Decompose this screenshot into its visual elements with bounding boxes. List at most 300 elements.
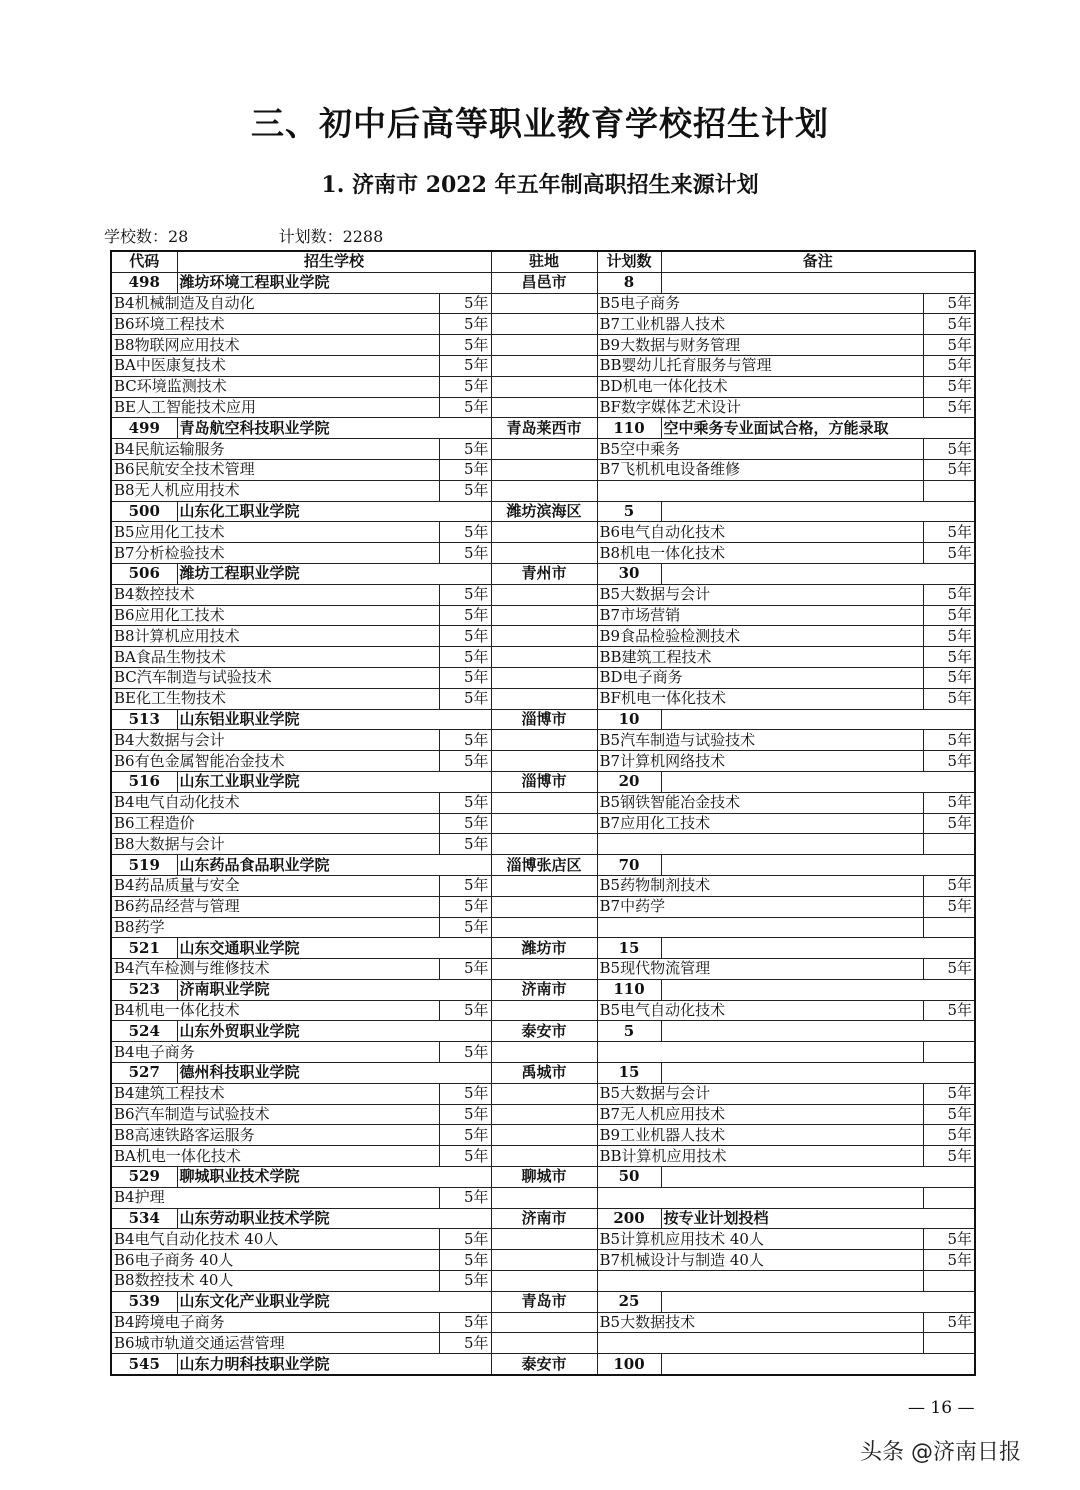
major-years-right: 5年 xyxy=(923,543,975,564)
major-name-left: B8物联网应用技术 xyxy=(111,335,439,356)
major-name-right: B7计算机网络技术 xyxy=(597,751,923,772)
school-note xyxy=(661,709,975,730)
major-name-left: B6环境工程技术 xyxy=(111,314,439,335)
major-row xyxy=(111,584,975,605)
plan-number: 8 xyxy=(597,272,661,293)
major-years-right: 5年 xyxy=(923,1125,975,1146)
school-code: 539 xyxy=(111,1291,177,1312)
school-code: 534 xyxy=(111,1208,177,1229)
major-years-right: 5年 xyxy=(923,813,975,834)
major-name-right: BD机电一体化技术 xyxy=(597,376,923,397)
school-note xyxy=(661,563,975,584)
major-name-left: BA机电一体化技术 xyxy=(111,1146,439,1167)
major-name-right: B5钢铁智能冶金技术 xyxy=(597,792,923,813)
empty-cell xyxy=(491,751,597,772)
major-name-left: B5应用化工技术 xyxy=(111,522,439,543)
school-note xyxy=(661,1021,975,1042)
major-name-right: B9工业机器人技术 xyxy=(597,1125,923,1146)
school-note xyxy=(661,855,975,876)
plan-number: 10 xyxy=(597,709,661,730)
major-years-left: 5年 xyxy=(439,667,491,688)
school-code: 498 xyxy=(111,272,177,293)
empty-cell xyxy=(491,896,597,917)
school-row xyxy=(111,272,975,293)
major-years-left: 5年 xyxy=(439,875,491,896)
empty-cell xyxy=(491,875,597,896)
major-name-left: B6民航安全技术管理 xyxy=(111,459,439,480)
major-years-left: 5年 xyxy=(439,813,491,834)
school-row xyxy=(111,1291,975,1312)
major-name-right xyxy=(597,480,923,501)
major-years-left: 5年 xyxy=(439,1042,491,1063)
major-years-right xyxy=(923,1042,975,1063)
plan-number: 5 xyxy=(597,501,661,522)
school-location: 昌邑市 xyxy=(491,272,597,293)
school-name: 山东铝业职业学院 xyxy=(177,709,491,730)
major-years-right: 5年 xyxy=(923,1104,975,1125)
major-name-right: B5电子商务 xyxy=(597,293,923,314)
major-name-left: BA食品生物技术 xyxy=(111,647,439,668)
major-years-left: 5年 xyxy=(439,626,491,647)
empty-cell xyxy=(491,293,597,314)
empty-cell xyxy=(491,1333,597,1354)
school-location: 淄博市 xyxy=(491,771,597,792)
major-name-left: BE人工智能技术应用 xyxy=(111,397,439,418)
school-row xyxy=(111,1167,975,1188)
major-name-left: B4护理 xyxy=(111,1187,439,1208)
major-years-right: 5年 xyxy=(923,459,975,480)
major-name-right: B5大数据技术 xyxy=(597,1312,923,1333)
major-row xyxy=(111,959,975,980)
major-name-right: B7机械设计与制造 40人 xyxy=(597,1250,923,1271)
major-years-left: 5年 xyxy=(439,459,491,480)
major-years-left: 5年 xyxy=(439,355,491,376)
major-row xyxy=(111,1229,975,1250)
empty-cell xyxy=(491,584,597,605)
major-years-right xyxy=(923,834,975,855)
major-row xyxy=(111,730,975,751)
empty-cell xyxy=(491,1229,597,1250)
empty-cell xyxy=(491,688,597,709)
major-years-left: 5年 xyxy=(439,584,491,605)
major-name-left: B4机电一体化技术 xyxy=(111,1000,439,1021)
major-years-right: 5年 xyxy=(923,584,975,605)
major-name-left: B6应用化工技术 xyxy=(111,605,439,626)
major-row xyxy=(111,605,975,626)
major-name-left: BE化工生物技术 xyxy=(111,688,439,709)
school-location: 潍坊滨海区 xyxy=(491,501,597,522)
school-location: 淄博市 xyxy=(491,709,597,730)
major-years-left: 5年 xyxy=(439,1083,491,1104)
school-code: 523 xyxy=(111,979,177,1000)
major-row xyxy=(111,355,975,376)
major-years-right: 5年 xyxy=(923,626,975,647)
school-row xyxy=(111,855,975,876)
major-row xyxy=(111,626,975,647)
school-name: 青岛航空科技职业学院 xyxy=(177,418,491,439)
empty-cell xyxy=(491,1000,597,1021)
school-code: 516 xyxy=(111,771,177,792)
major-years-right: 5年 xyxy=(923,730,975,751)
school-location: 济南市 xyxy=(491,1208,597,1229)
major-years-left: 5年 xyxy=(439,605,491,626)
school-name: 山东文化产业职业学院 xyxy=(177,1291,491,1312)
school-name: 山东外贸职业学院 xyxy=(177,1021,491,1042)
school-code: 529 xyxy=(111,1167,177,1188)
major-name-right xyxy=(597,834,923,855)
major-years-right: 5年 xyxy=(923,605,975,626)
plan-number: 15 xyxy=(597,1063,661,1084)
major-years-right xyxy=(923,1271,975,1292)
major-years-left: 5年 xyxy=(439,959,491,980)
major-name-right xyxy=(597,1271,923,1292)
major-row xyxy=(111,875,975,896)
major-years-right: 5年 xyxy=(923,1250,975,1271)
school-name: 山东工业职业学院 xyxy=(177,771,491,792)
school-code: 545 xyxy=(111,1354,177,1375)
school-note xyxy=(661,1291,975,1312)
major-years-right: 5年 xyxy=(923,293,975,314)
major-row xyxy=(111,1104,975,1125)
major-row xyxy=(111,667,975,688)
enrollment-table xyxy=(110,250,976,1376)
plan-number: 5 xyxy=(597,1021,661,1042)
major-row xyxy=(111,1083,975,1104)
major-row xyxy=(111,834,975,855)
major-years-right: 5年 xyxy=(923,397,975,418)
major-years-left: 5年 xyxy=(439,1250,491,1271)
major-name-right xyxy=(597,1333,923,1354)
empty-cell xyxy=(491,376,597,397)
major-name-left: B4汽车检测与维修技术 xyxy=(111,959,439,980)
major-row xyxy=(111,522,975,543)
major-row xyxy=(111,1333,975,1354)
plan-number: 200 xyxy=(597,1208,661,1229)
major-name-right: BB建筑工程技术 xyxy=(597,647,923,668)
major-years-right: 5年 xyxy=(923,1000,975,1021)
school-code: 524 xyxy=(111,1021,177,1042)
school-location: 青岛市 xyxy=(491,1291,597,1312)
major-years-left: 5年 xyxy=(439,730,491,751)
major-years-right: 5年 xyxy=(923,896,975,917)
major-years-left: 5年 xyxy=(439,917,491,938)
major-years-left: 5年 xyxy=(439,439,491,460)
source-watermark: 头条 @济南日报 xyxy=(860,1440,1021,1465)
major-name-right: B7无人机应用技术 xyxy=(597,1104,923,1125)
major-name-left: B6电子商务 40人 xyxy=(111,1250,439,1271)
major-name-left: B8大数据与会计 xyxy=(111,834,439,855)
plan-number: 20 xyxy=(597,771,661,792)
major-years-right: 5年 xyxy=(923,439,975,460)
major-row xyxy=(111,543,975,564)
major-years-right: 5年 xyxy=(923,376,975,397)
major-name-right: B5计算机应用技术 40人 xyxy=(597,1229,923,1250)
major-name-left: BA中医康复技术 xyxy=(111,355,439,376)
school-row xyxy=(111,771,975,792)
empty-cell xyxy=(491,1250,597,1271)
empty-cell xyxy=(491,605,597,626)
school-location: 潍坊市 xyxy=(491,938,597,959)
plan-number: 110 xyxy=(597,979,661,1000)
major-years-right: 5年 xyxy=(923,875,975,896)
page-number: — 16 — xyxy=(908,1398,975,1418)
major-years-left: 5年 xyxy=(439,480,491,501)
major-name-right: B9食品检验检测技术 xyxy=(597,626,923,647)
major-years-right: 5年 xyxy=(923,959,975,980)
school-code: 506 xyxy=(111,563,177,584)
school-note xyxy=(661,771,975,792)
header-plan: 计划数 xyxy=(597,251,661,272)
major-years-right xyxy=(923,917,975,938)
major-name-left: B4电气自动化技术 xyxy=(111,792,439,813)
major-row xyxy=(111,314,975,335)
plan-number: 100 xyxy=(597,1354,661,1375)
major-row xyxy=(111,896,975,917)
empty-cell xyxy=(491,522,597,543)
major-years-right: 5年 xyxy=(923,688,975,709)
plan-number: 30 xyxy=(597,563,661,584)
empty-cell xyxy=(491,917,597,938)
school-name: 山东劳动职业技术学院 xyxy=(177,1208,491,1229)
empty-cell xyxy=(491,1042,597,1063)
school-name: 潍坊工程职业学院 xyxy=(177,563,491,584)
major-years-right: 5年 xyxy=(923,1229,975,1250)
school-name: 聊城职业技术学院 xyxy=(177,1167,491,1188)
empty-cell xyxy=(491,439,597,460)
major-name-left: B8计算机应用技术 xyxy=(111,626,439,647)
major-years-right: 5年 xyxy=(923,647,975,668)
school-row xyxy=(111,563,975,584)
empty-cell xyxy=(491,792,597,813)
major-row xyxy=(111,459,975,480)
major-years-left: 5年 xyxy=(439,834,491,855)
empty-cell xyxy=(491,667,597,688)
major-name-left: B6城市轨道交通运营管理 xyxy=(111,1333,439,1354)
major-years-left: 5年 xyxy=(439,1125,491,1146)
major-name-left: B8药学 xyxy=(111,917,439,938)
empty-cell xyxy=(491,1104,597,1125)
school-location: 泰安市 xyxy=(491,1354,597,1375)
major-years-left: 5年 xyxy=(439,1187,491,1208)
major-name-left: B4大数据与会计 xyxy=(111,730,439,751)
empty-cell xyxy=(491,813,597,834)
major-years-right: 5年 xyxy=(923,751,975,772)
school-code: 519 xyxy=(111,855,177,876)
empty-cell xyxy=(491,1187,597,1208)
major-years-left: 5年 xyxy=(439,1271,491,1292)
plan-number: 15 xyxy=(597,938,661,959)
empty-cell xyxy=(491,730,597,751)
major-years-right xyxy=(923,1333,975,1354)
major-row xyxy=(111,1146,975,1167)
header-location: 驻地 xyxy=(491,251,597,272)
school-name: 潍坊环境工程职业学院 xyxy=(177,272,491,293)
major-years-left: 5年 xyxy=(439,543,491,564)
major-years-left: 5年 xyxy=(439,376,491,397)
empty-cell xyxy=(491,459,597,480)
school-note xyxy=(661,272,975,293)
school-location: 青岛莱西市 xyxy=(491,418,597,439)
plan-number: 50 xyxy=(597,1167,661,1188)
major-name-right: BF机电一体化技术 xyxy=(597,688,923,709)
plan-number: 110 xyxy=(597,418,661,439)
school-code: 527 xyxy=(111,1063,177,1084)
major-years-right: 5年 xyxy=(923,792,975,813)
major-row xyxy=(111,439,975,460)
major-name-left: B6工程造价 xyxy=(111,813,439,834)
empty-cell xyxy=(491,314,597,335)
major-years-left: 5年 xyxy=(439,751,491,772)
major-years-left: 5年 xyxy=(439,792,491,813)
major-name-right: B5大数据与会计 xyxy=(597,1083,923,1104)
major-name-right: BB婴幼儿托育服务与管理 xyxy=(597,355,923,376)
major-name-right: B7工业机器人技术 xyxy=(597,314,923,335)
major-years-right: 5年 xyxy=(923,355,975,376)
major-name-left: B4电子商务 xyxy=(111,1042,439,1063)
major-name-right: B5药物制剂技术 xyxy=(597,875,923,896)
school-note xyxy=(661,1063,975,1084)
empty-cell xyxy=(491,1083,597,1104)
plan-count: 计划数：2288 xyxy=(278,227,384,246)
major-years-right: 5年 xyxy=(923,522,975,543)
major-name-left: B8高速铁路客运服务 xyxy=(111,1125,439,1146)
major-name-left: B8无人机应用技术 xyxy=(111,480,439,501)
header-school: 招生学校 xyxy=(177,251,491,272)
major-years-left: 5年 xyxy=(439,1229,491,1250)
major-name-left: B7分析检验技术 xyxy=(111,543,439,564)
school-note xyxy=(661,979,975,1000)
major-name-right: B7飞机机电设备维修 xyxy=(597,459,923,480)
school-row xyxy=(111,1208,975,1229)
plan-number: 25 xyxy=(597,1291,661,1312)
major-name-left: B8数控技术 40人 xyxy=(111,1271,439,1292)
empty-cell xyxy=(491,480,597,501)
major-row xyxy=(111,293,975,314)
major-years-right: 5年 xyxy=(923,1146,975,1167)
header-note: 备注 xyxy=(661,251,975,272)
plan-number: 70 xyxy=(597,855,661,876)
major-row xyxy=(111,1042,975,1063)
school-note xyxy=(661,938,975,959)
school-name: 山东力明科技职业学院 xyxy=(177,1354,491,1375)
major-years-left: 5年 xyxy=(439,397,491,418)
empty-cell xyxy=(491,1125,597,1146)
major-row xyxy=(111,376,975,397)
major-name-right: B8机电一体化技术 xyxy=(597,543,923,564)
school-row xyxy=(111,1063,975,1084)
major-name-right: B7中药学 xyxy=(597,896,923,917)
major-name-right xyxy=(597,1042,923,1063)
major-name-right: B5现代物流管理 xyxy=(597,959,923,980)
school-note: 空中乘务专业面试合格，方能录取 xyxy=(661,418,975,439)
major-name-right: BF数字媒体艺术设计 xyxy=(597,397,923,418)
school-name: 山东药品食品职业学院 xyxy=(177,855,491,876)
major-name-right: B5汽车制造与试验技术 xyxy=(597,730,923,751)
header-code: 代码 xyxy=(111,251,177,272)
major-row xyxy=(111,1312,975,1333)
empty-cell xyxy=(491,959,597,980)
major-row xyxy=(111,647,975,668)
major-name-right: B9大数据与财务管理 xyxy=(597,335,923,356)
school-row xyxy=(111,979,975,1000)
major-years-left: 5年 xyxy=(439,1312,491,1333)
major-years-right: 5年 xyxy=(923,314,975,335)
major-name-right: B7市场营销 xyxy=(597,605,923,626)
major-row xyxy=(111,688,975,709)
school-note xyxy=(661,1167,975,1188)
empty-cell xyxy=(491,647,597,668)
school-location: 淄博张店区 xyxy=(491,855,597,876)
school-code: 513 xyxy=(111,709,177,730)
empty-cell xyxy=(491,355,597,376)
school-row xyxy=(111,1354,975,1375)
major-years-right: 5年 xyxy=(923,1312,975,1333)
school-row xyxy=(111,938,975,959)
school-location: 济南市 xyxy=(491,979,597,1000)
major-name-left: B4建筑工程技术 xyxy=(111,1083,439,1104)
major-name-left: B4药品质量与安全 xyxy=(111,875,439,896)
major-years-left: 5年 xyxy=(439,1333,491,1354)
table-header-row xyxy=(111,251,975,272)
major-row xyxy=(111,1000,975,1021)
major-row xyxy=(111,397,975,418)
empty-cell xyxy=(491,626,597,647)
school-code: 499 xyxy=(111,418,177,439)
major-name-left: BC汽车制造与试验技术 xyxy=(111,667,439,688)
major-years-left: 5年 xyxy=(439,1146,491,1167)
empty-cell xyxy=(491,834,597,855)
major-name-right: BD电子商务 xyxy=(597,667,923,688)
school-count: 学校数：28 xyxy=(104,227,189,246)
empty-cell xyxy=(491,397,597,418)
major-name-right: B5大数据与会计 xyxy=(597,584,923,605)
school-row xyxy=(111,418,975,439)
major-years-left: 5年 xyxy=(439,522,491,543)
major-row xyxy=(111,480,975,501)
major-years-left: 5年 xyxy=(439,1000,491,1021)
major-row xyxy=(111,917,975,938)
major-row xyxy=(111,792,975,813)
major-row xyxy=(111,1271,975,1292)
school-name: 济南职业学院 xyxy=(177,979,491,1000)
major-name-left: B6药品经营与管理 xyxy=(111,896,439,917)
major-name-right: B7应用化工技术 xyxy=(597,813,923,834)
major-row xyxy=(111,1187,975,1208)
school-code: 521 xyxy=(111,938,177,959)
empty-cell xyxy=(491,1312,597,1333)
major-name-left: B4电气自动化技术 40人 xyxy=(111,1229,439,1250)
empty-cell xyxy=(491,543,597,564)
school-row xyxy=(111,709,975,730)
major-name-left: B6汽车制造与试验技术 xyxy=(111,1104,439,1125)
major-name-left: B4跨境电子商务 xyxy=(111,1312,439,1333)
school-location: 禹城市 xyxy=(491,1063,597,1084)
major-row xyxy=(111,751,975,772)
school-note xyxy=(661,501,975,522)
school-name: 德州科技职业学院 xyxy=(177,1063,491,1084)
major-years-left: 5年 xyxy=(439,688,491,709)
school-row xyxy=(111,1021,975,1042)
major-years-left: 5年 xyxy=(439,896,491,917)
major-row xyxy=(111,1250,975,1271)
major-name-right: B6电气自动化技术 xyxy=(597,522,923,543)
page-subtitle: 1. 济南市 2022 年五年制高职招生来源计划 xyxy=(321,172,759,198)
major-name-left: B4数控技术 xyxy=(111,584,439,605)
major-years-left: 5年 xyxy=(439,1104,491,1125)
major-row xyxy=(111,1125,975,1146)
major-years-left: 5年 xyxy=(439,314,491,335)
major-years-left: 5年 xyxy=(439,647,491,668)
